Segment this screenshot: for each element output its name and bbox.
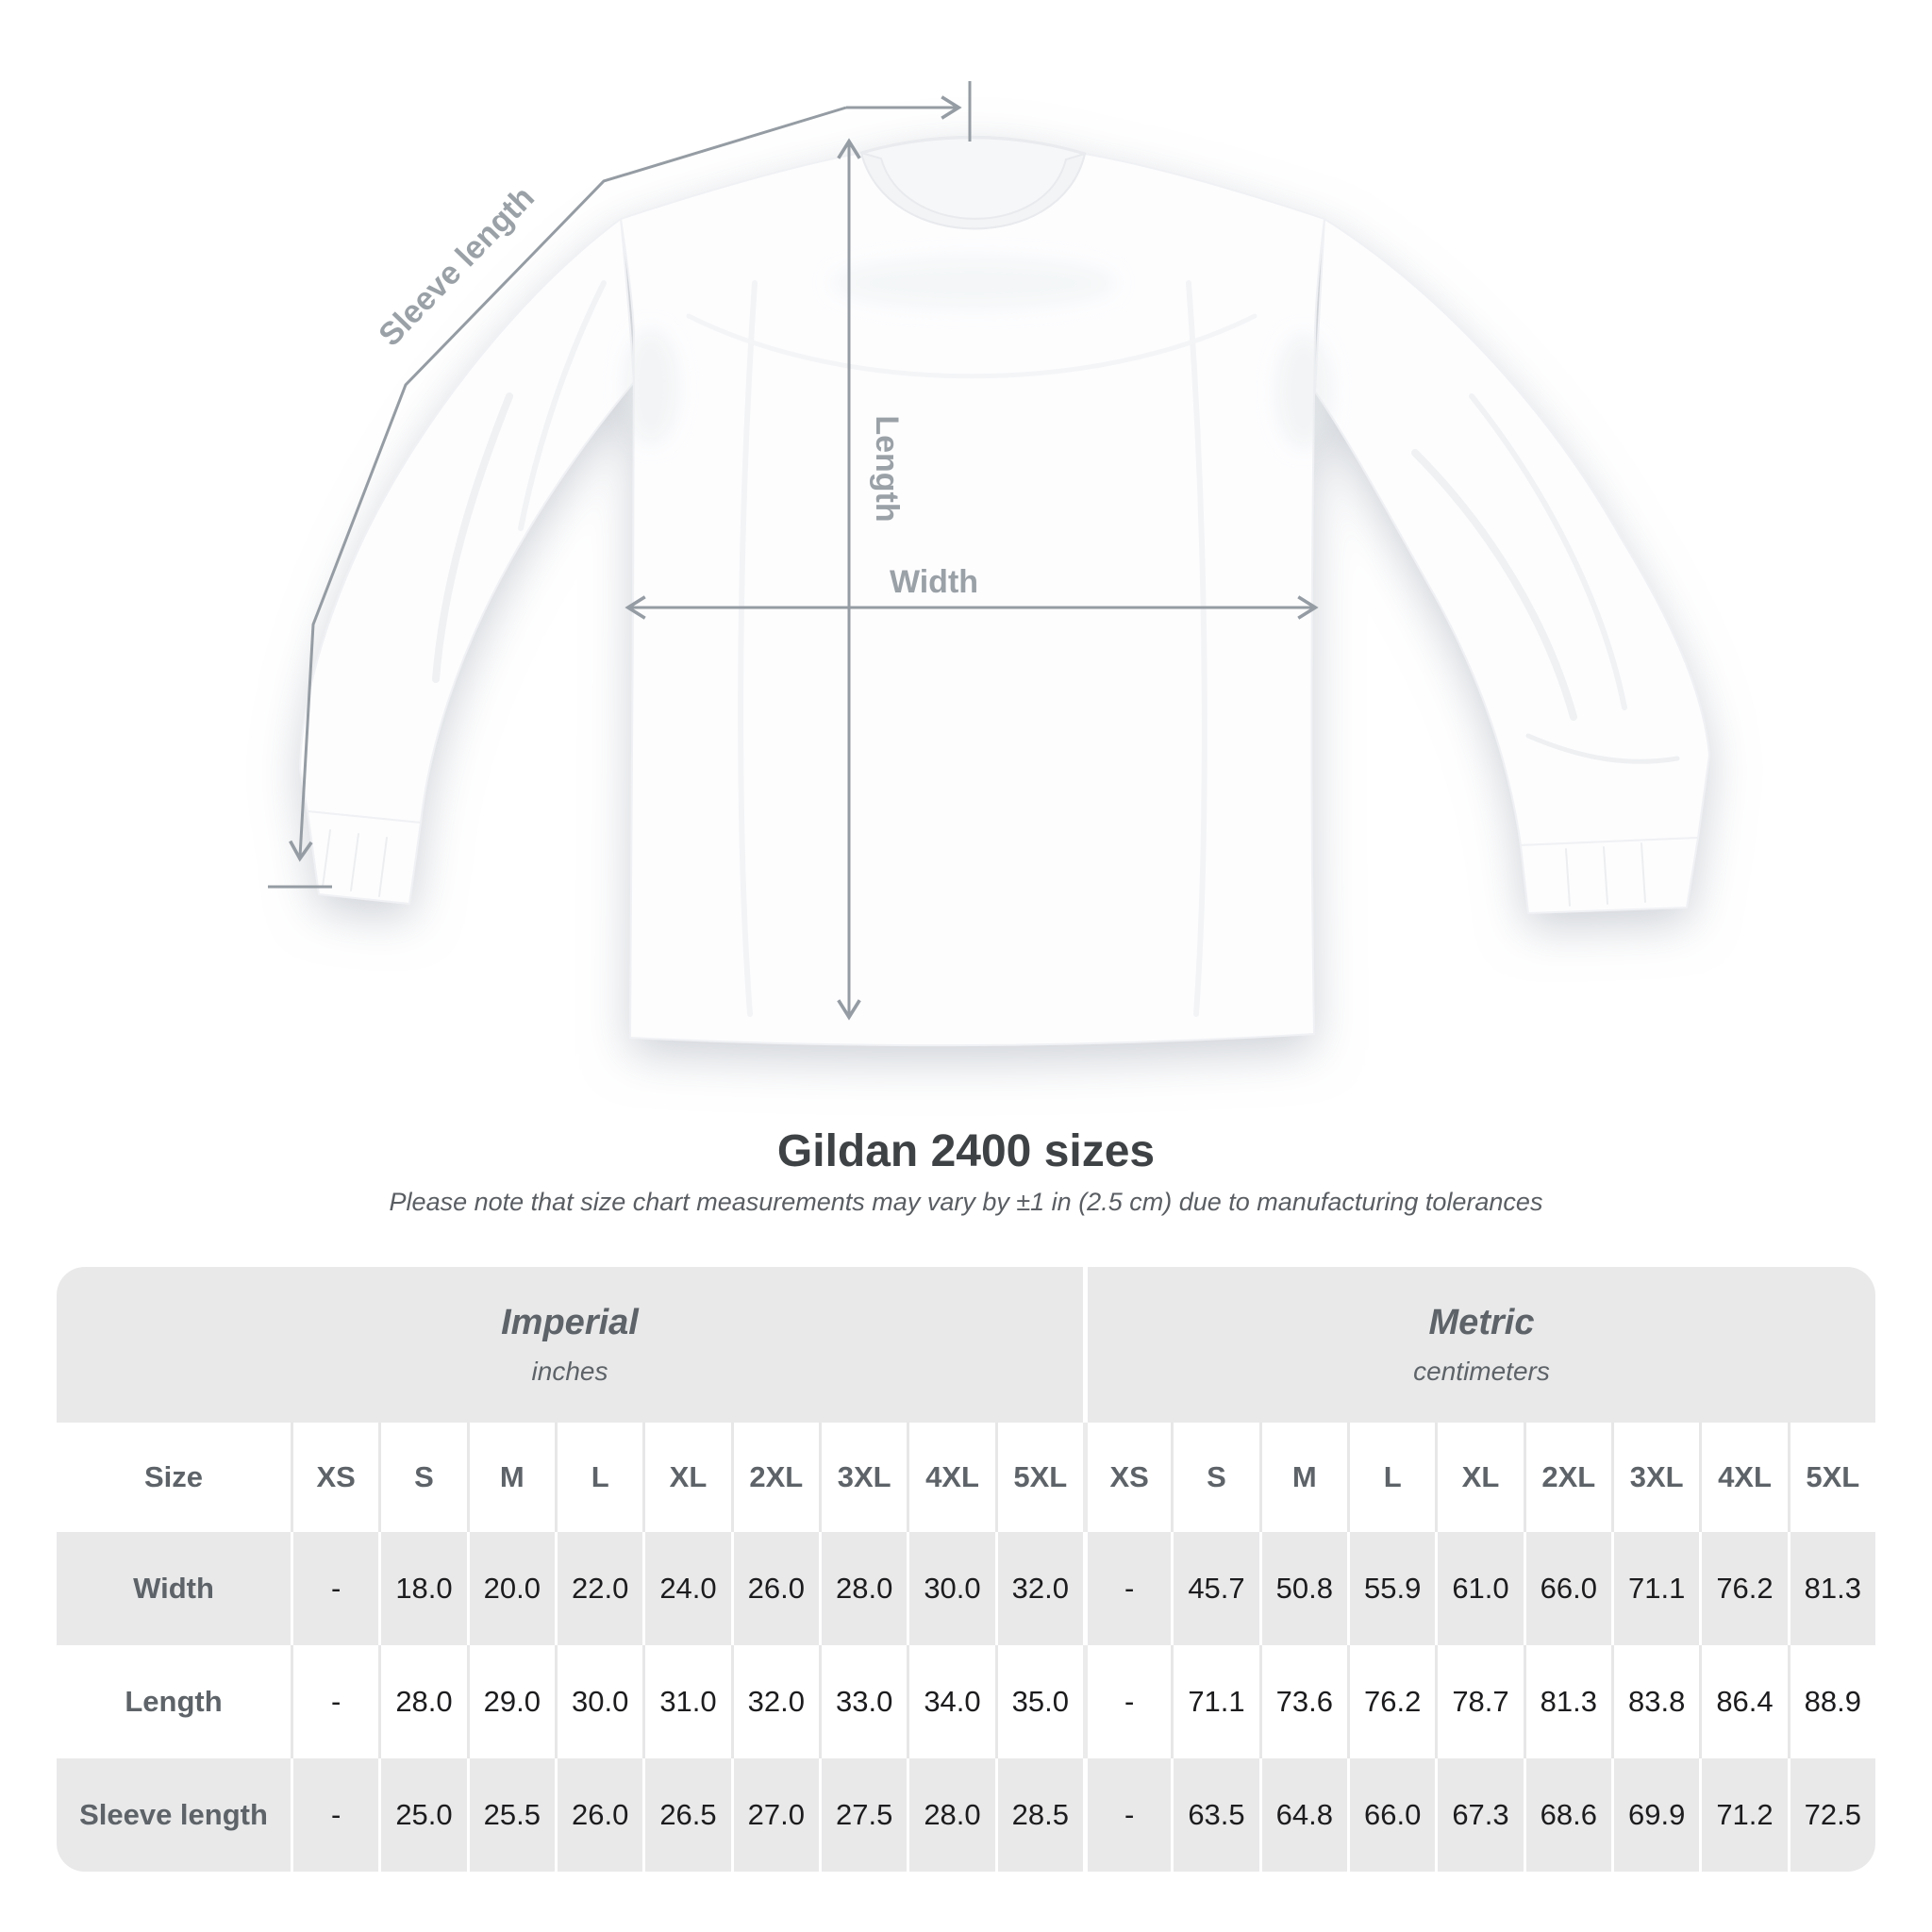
value-cell-imperial-2xl: 32.0	[731, 1645, 819, 1758]
size-col-header-metric-5xl: 5XL	[1788, 1423, 1875, 1532]
width-label: Width	[889, 564, 979, 600]
size-col-header-imperial-3xl: 3XL	[819, 1423, 907, 1532]
metric-group-header	[1083, 1267, 1875, 1423]
value-cell-metric-3xl: 69.9	[1611, 1758, 1699, 1872]
value-cell-metric-xs: -	[1083, 1532, 1171, 1645]
value-cell-metric-4xl: 76.2	[1699, 1532, 1787, 1645]
value-cell-imperial-l: 30.0	[555, 1645, 642, 1758]
value-cell-imperial-l: 26.0	[555, 1758, 642, 1872]
length-label: Length	[869, 415, 905, 523]
size-col-header-metric-xs: XS	[1083, 1423, 1171, 1532]
imperial-group-title: Imperial	[501, 1303, 639, 1342]
value-cell-metric-xl: 67.3	[1435, 1758, 1523, 1872]
imperial-group-header	[57, 1267, 1083, 1423]
table-row-sleeve-length	[57, 1758, 1875, 1872]
unit-group-header	[57, 1267, 1875, 1423]
value-cell-imperial-2xl: 27.0	[731, 1758, 819, 1872]
value-cell-imperial-xl: 26.5	[642, 1758, 730, 1872]
value-cell-metric-xl: 61.0	[1435, 1532, 1523, 1645]
value-cell-metric-m: 64.8	[1259, 1758, 1347, 1872]
value-cell-imperial-xl: 24.0	[642, 1532, 730, 1645]
size-col-header-metric-s: S	[1171, 1423, 1258, 1532]
value-cell-imperial-xs: -	[291, 1758, 378, 1872]
value-cell-metric-3xl: 71.1	[1611, 1532, 1699, 1645]
size-col-header-metric-2xl: 2XL	[1524, 1423, 1611, 1532]
size-col-header-imperial-xl: XL	[642, 1423, 730, 1532]
value-cell-metric-3xl: 83.8	[1611, 1645, 1699, 1758]
value-cell-imperial-3xl: 27.5	[819, 1758, 907, 1872]
value-cell-imperial-2xl: 26.0	[731, 1532, 819, 1645]
page-title: Gildan 2400 sizes	[776, 1126, 1156, 1176]
imperial-group-unit: inches	[531, 1357, 608, 1386]
value-cell-metric-xl: 78.7	[1435, 1645, 1523, 1758]
value-cell-metric-5xl: 81.3	[1788, 1532, 1875, 1645]
row-label: Width	[133, 1572, 214, 1605]
value-cell-imperial-3xl: 33.0	[819, 1645, 907, 1758]
size-col-header-imperial-m: M	[467, 1423, 555, 1532]
size-col-header-imperial-2xl: 2XL	[731, 1423, 819, 1532]
value-cell-imperial-m: 20.0	[467, 1532, 555, 1645]
value-cell-metric-5xl: 72.5	[1788, 1758, 1875, 1872]
size-col-header-imperial-s: S	[378, 1423, 466, 1532]
value-cell-metric-l: 76.2	[1347, 1645, 1435, 1758]
size-col-header-imperial-4xl: 4XL	[907, 1423, 994, 1532]
value-cell-imperial-s: 18.0	[378, 1532, 466, 1645]
value-cell-imperial-5xl: 28.5	[995, 1758, 1083, 1872]
value-cell-metric-2xl: 66.0	[1524, 1532, 1611, 1645]
left-cuff	[308, 811, 421, 904]
row-label: Length	[125, 1685, 223, 1718]
value-cell-metric-s: 71.1	[1171, 1645, 1258, 1758]
value-cell-imperial-4xl: 30.0	[907, 1532, 994, 1645]
value-cell-metric-2xl: 81.3	[1524, 1645, 1611, 1758]
value-cell-imperial-s: 25.0	[378, 1758, 466, 1872]
row-label: Sleeve length	[79, 1798, 268, 1831]
value-cell-metric-5xl: 88.9	[1788, 1645, 1875, 1758]
size-col-header-imperial-xs: XS	[291, 1423, 378, 1532]
right-sleeve	[1315, 219, 1709, 845]
size-col-header-metric-3xl: 3XL	[1611, 1423, 1699, 1532]
value-cell-imperial-l: 22.0	[555, 1532, 642, 1645]
metric-group-unit: centimeters	[1413, 1357, 1550, 1386]
value-cell-metric-2xl: 68.6	[1524, 1758, 1611, 1872]
value-cell-metric-4xl: 86.4	[1699, 1645, 1787, 1758]
size-table	[57, 1267, 1875, 1872]
size-col-header-imperial-5xl: 5XL	[995, 1423, 1083, 1532]
value-cell-imperial-4xl: 34.0	[907, 1645, 994, 1758]
value-cell-imperial-m: 25.5	[467, 1758, 555, 1872]
value-cell-metric-s: 45.7	[1171, 1532, 1258, 1645]
size-col-header-metric-m: M	[1259, 1423, 1347, 1532]
size-col-header-metric-l: L	[1347, 1423, 1435, 1532]
size-col-header-imperial-l: L	[555, 1423, 642, 1532]
size-col-header-metric-4xl: 4XL	[1699, 1423, 1787, 1532]
value-cell-imperial-s: 28.0	[378, 1645, 466, 1758]
value-cell-metric-m: 73.6	[1259, 1645, 1347, 1758]
value-cell-metric-xs: -	[1083, 1758, 1171, 1872]
value-cell-metric-m: 50.8	[1259, 1532, 1347, 1645]
size-header-row	[57, 1423, 1875, 1532]
value-cell-imperial-3xl: 28.0	[819, 1532, 907, 1645]
right-cuff	[1521, 838, 1698, 913]
value-cell-metric-l: 55.9	[1347, 1532, 1435, 1645]
size-column-header: Size	[143, 1460, 204, 1493]
table-row-length	[57, 1645, 1875, 1758]
value-cell-metric-4xl: 71.2	[1699, 1758, 1787, 1872]
value-cell-metric-xs: -	[1083, 1645, 1171, 1758]
metric-group-title: Metric	[1428, 1303, 1535, 1342]
value-cell-imperial-5xl: 32.0	[995, 1532, 1083, 1645]
value-cell-imperial-xl: 31.0	[642, 1645, 730, 1758]
value-cell-imperial-m: 29.0	[467, 1645, 555, 1758]
value-cell-imperial-5xl: 35.0	[995, 1645, 1083, 1758]
value-cell-metric-s: 63.5	[1171, 1758, 1258, 1872]
tolerance-note: Please note that size chart measurements may vary by ±1 in (2.5 cm) due to manufacturing tolerances	[389, 1188, 1543, 1216]
size-col-header-metric-xl: XL	[1435, 1423, 1523, 1532]
value-cell-imperial-xs: -	[291, 1645, 378, 1758]
value-cell-imperial-4xl: 28.0	[907, 1758, 994, 1872]
sleeve-length-label: Sleeve length	[372, 179, 541, 354]
value-cell-metric-l: 66.0	[1347, 1758, 1435, 1872]
table-row-width	[57, 1532, 1875, 1645]
shirt-illustration	[300, 137, 1709, 1045]
value-cell-imperial-xs: -	[291, 1532, 378, 1645]
